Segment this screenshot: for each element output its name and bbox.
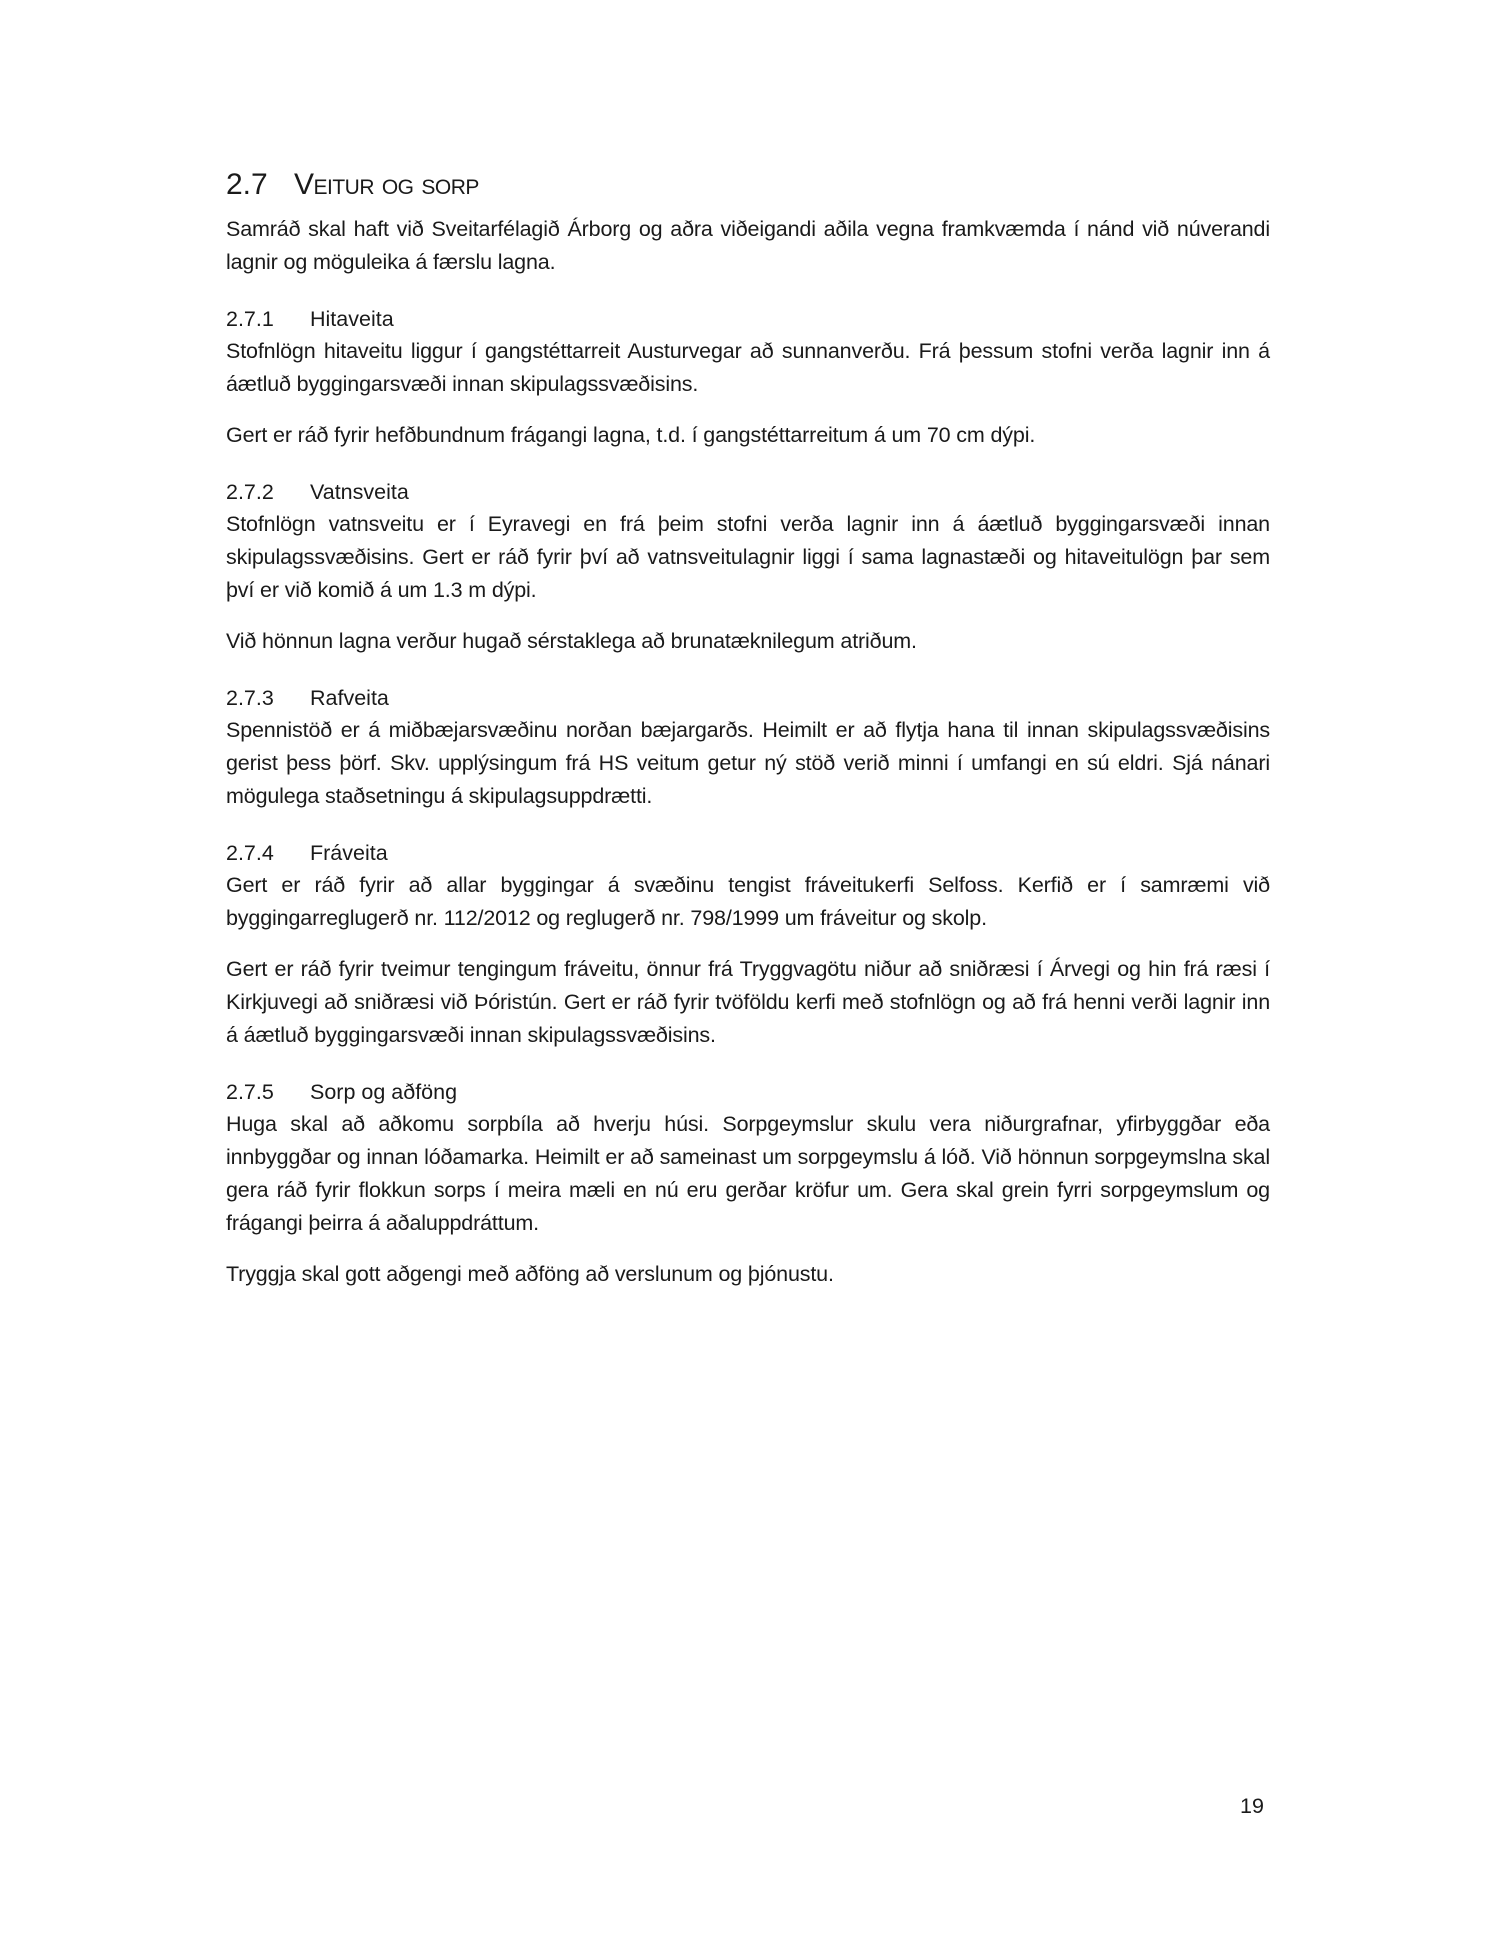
subsection-number: 2.7.3 (226, 686, 274, 710)
subsection-heading-fraveita (226, 837, 1270, 869)
subsection-number: 2.7.5 (226, 1080, 274, 1104)
subsection-heading-vatnsveita (226, 476, 1270, 508)
paragraph: Gert er ráð fyrir að allar byggingar á svæðinu tengist fráveitukerfi Selfoss. Kerfið er í samræmi við byggingarreglugerð nr. 112/2012 og reglugerð nr. 798/1999 um fráveitur og skolp. (226, 873, 1270, 930)
subsection-title: Hitaveita (310, 307, 394, 331)
section-title: Veitur og sorp (294, 168, 479, 201)
subsection-number: 2.7.1 (226, 307, 274, 331)
subsection-number: 2.7.4 (226, 841, 274, 865)
subsection-heading-rafveita (226, 682, 1270, 714)
paragraph: Við hönnun lagna verður hugað sérstaklega að brunatæknilegum atriðum. (226, 629, 917, 653)
paragraph: Gert er ráð fyrir hefðbundnum frágangi lagna, t.d. í gangstéttarreitum á um 70 cm dýpi. (226, 423, 1036, 447)
subsection-heading-hitaveita (226, 303, 1270, 335)
section-heading (226, 165, 1270, 205)
paragraph: Spennistöð er á miðbæjarsvæðinu norðan bæjargarðs. Heimilt er að flytja hana til innan skipulagssvæðisins gerist þess þörf. Skv. upplýsingum frá HS veitum getur ný stöð verið minni í umfangi en sú eldri. Sjá nánari mögulega staðsetningu á skipulagsuppdrætti. (226, 718, 1270, 808)
paragraph: Stofnlögn vatnsveitu er í Eyravegi en frá þeim stofni verða lagnir inn á áætluð byggingarsvæði innan skipulagssvæðisins. Gert er ráð fyrir því að vatnsveitulagnir liggi í sama lagnastæði og hitaveitulögn þar sem því er við komið á um 1.3 m dýpi. (226, 512, 1270, 602)
subsection-title: Vatnsveita (310, 480, 409, 504)
paragraph: Tryggja skal gott aðgengi með aðföng að verslunum og þjónustu. (226, 1262, 834, 1286)
subsection-title: Fráveita (310, 841, 388, 865)
subsection-number: 2.7.2 (226, 480, 274, 504)
section-number: 2.7 (226, 168, 268, 201)
subsection-heading-sorp (226, 1076, 1270, 1108)
section-intro: Samráð skal haft við Sveitarfélagið Árborg og aðra viðeigandi aðila vegna framkvæmda í nánd við núverandi lagnir og möguleika á færslu lagna. (226, 217, 1270, 274)
paragraph: Gert er ráð fyrir tveimur tengingum fráveitu, önnur frá Tryggvagötu niður að sniðræsi í Árvegi og hin frá ræsi í Kirkjuvegi að sniðræsi við Þóristún. Gert er ráð fyrir tvöföldu kerfi með stofnlögn og að frá henni verði lagnir inn á áætluð byggingarsvæði innan skipulagssvæðisins. (226, 957, 1270, 1047)
subsection-title: Rafveita (310, 686, 389, 710)
subsection-title: Sorp og aðföng (310, 1080, 458, 1104)
paragraph: Stofnlögn hitaveitu liggur í gangstéttarreit Austurvegar að sunnanverðu. Frá þessum stofni verða lagnir inn á áætluð byggingarsvæði innan skipulagssvæðisins. (226, 339, 1270, 396)
document-page (226, 165, 1270, 1309)
paragraph: Huga skal að aðkomu sorpbíla að hverju húsi. Sorpgeymslur skulu vera niðurgrafnar, yfirbyggðar eða innbyggðar og innan lóðamarka. Heimilt er að sameinast um sorpgeymslu á lóð. Við hönnun sorpgeymslna skal gera ráð fyrir flokkun sorps í meira mæli en nú eru gerðar kröfur um. Gera skal grein fyrri sorpgeymslum og frágangi þeirra á aðaluppdráttum. (226, 1112, 1270, 1235)
page-number: 19 (1240, 1794, 1264, 1818)
